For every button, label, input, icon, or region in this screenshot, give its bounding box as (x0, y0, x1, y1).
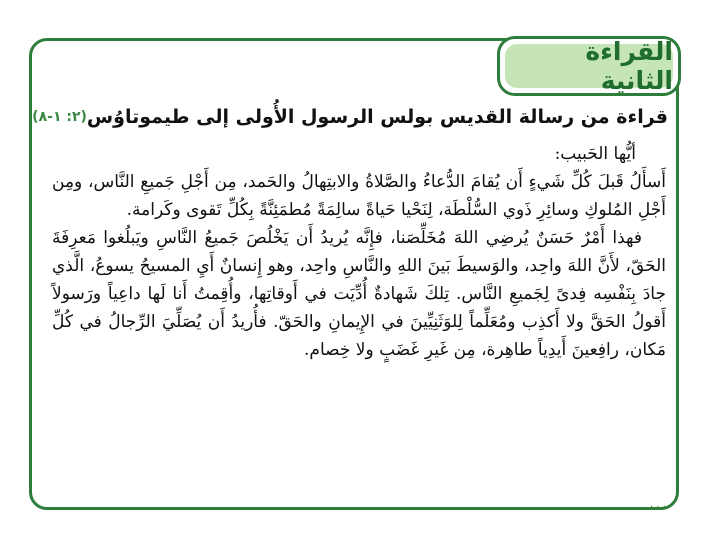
page-mark: · · · (650, 502, 666, 513)
paragraph-2: فهذا أَمْرٌ حَسَنٌ يُرضِي اللهَ مُخَلِّصَنا، فإِنَّه يُريدُ أَن يَخْلُصَ جَميعُ النَّاسِ ويَبلُغوا مَعرِفَةَ الحَقّ، لأَنَّ اللهَ واحِد، والوَسيطَ بَينَ اللهِ والنَّاسِ واحِد، وهو إِنسانٌ أَيِ المسيحُ يسوعُ، الَّذي جادَ بِنَفْسِه فِدىً لِجَميعِ النَّاس. تِلكَ شَهادةٌ أُدِّيَت في أَوقاتِها، وأُقِمتُ أَنا لَها داعِياً ورَسولاً أَقولُ الحَقَّ ولا أَكذِب ومُعَلِّماً لِلوَثَنِيِّينَ في الإِيمانِ والحَقّ. فأُريدُ أَن يُصَلِّيَ الرِّجالُ في كُلِّ مَكان، رافِعينَ أَيدِياً طاهِرة، مِن غَيرِ غَضَبٍ ولا خِصام. (52, 228, 666, 360)
reading-heading: قراءة من رسالة القديس بولس الرسول الأُولى إلى طيموتاوُس (86, 106, 668, 128)
reading-heading-row (32, 102, 668, 132)
paragraph-1: أَسأَلُ قَبلَ كُلِّ شَيءٍ أَن يُقامَ الدُّعاءُ والصَّلاةُ والابتِهالُ والحَمد، مِن أَجْلِ جَميعِ النَّاس، ومِن أَجْلِ المُلوكِ وسائِرِ ذَوي السُّلْطَة، لِنَحْيا حَياةً سالِمَةً مُطمَئِنَّةً بِكُلِّ تَقوى وكَرامة. (52, 172, 666, 220)
section-title: القراءة الثانية (505, 44, 673, 88)
scripture-reference: (٢: ١-٨) (32, 109, 87, 125)
section-title-tab (497, 36, 681, 96)
reading-body (52, 140, 666, 364)
salutation: أيُّها الحَبيب: (554, 144, 636, 164)
